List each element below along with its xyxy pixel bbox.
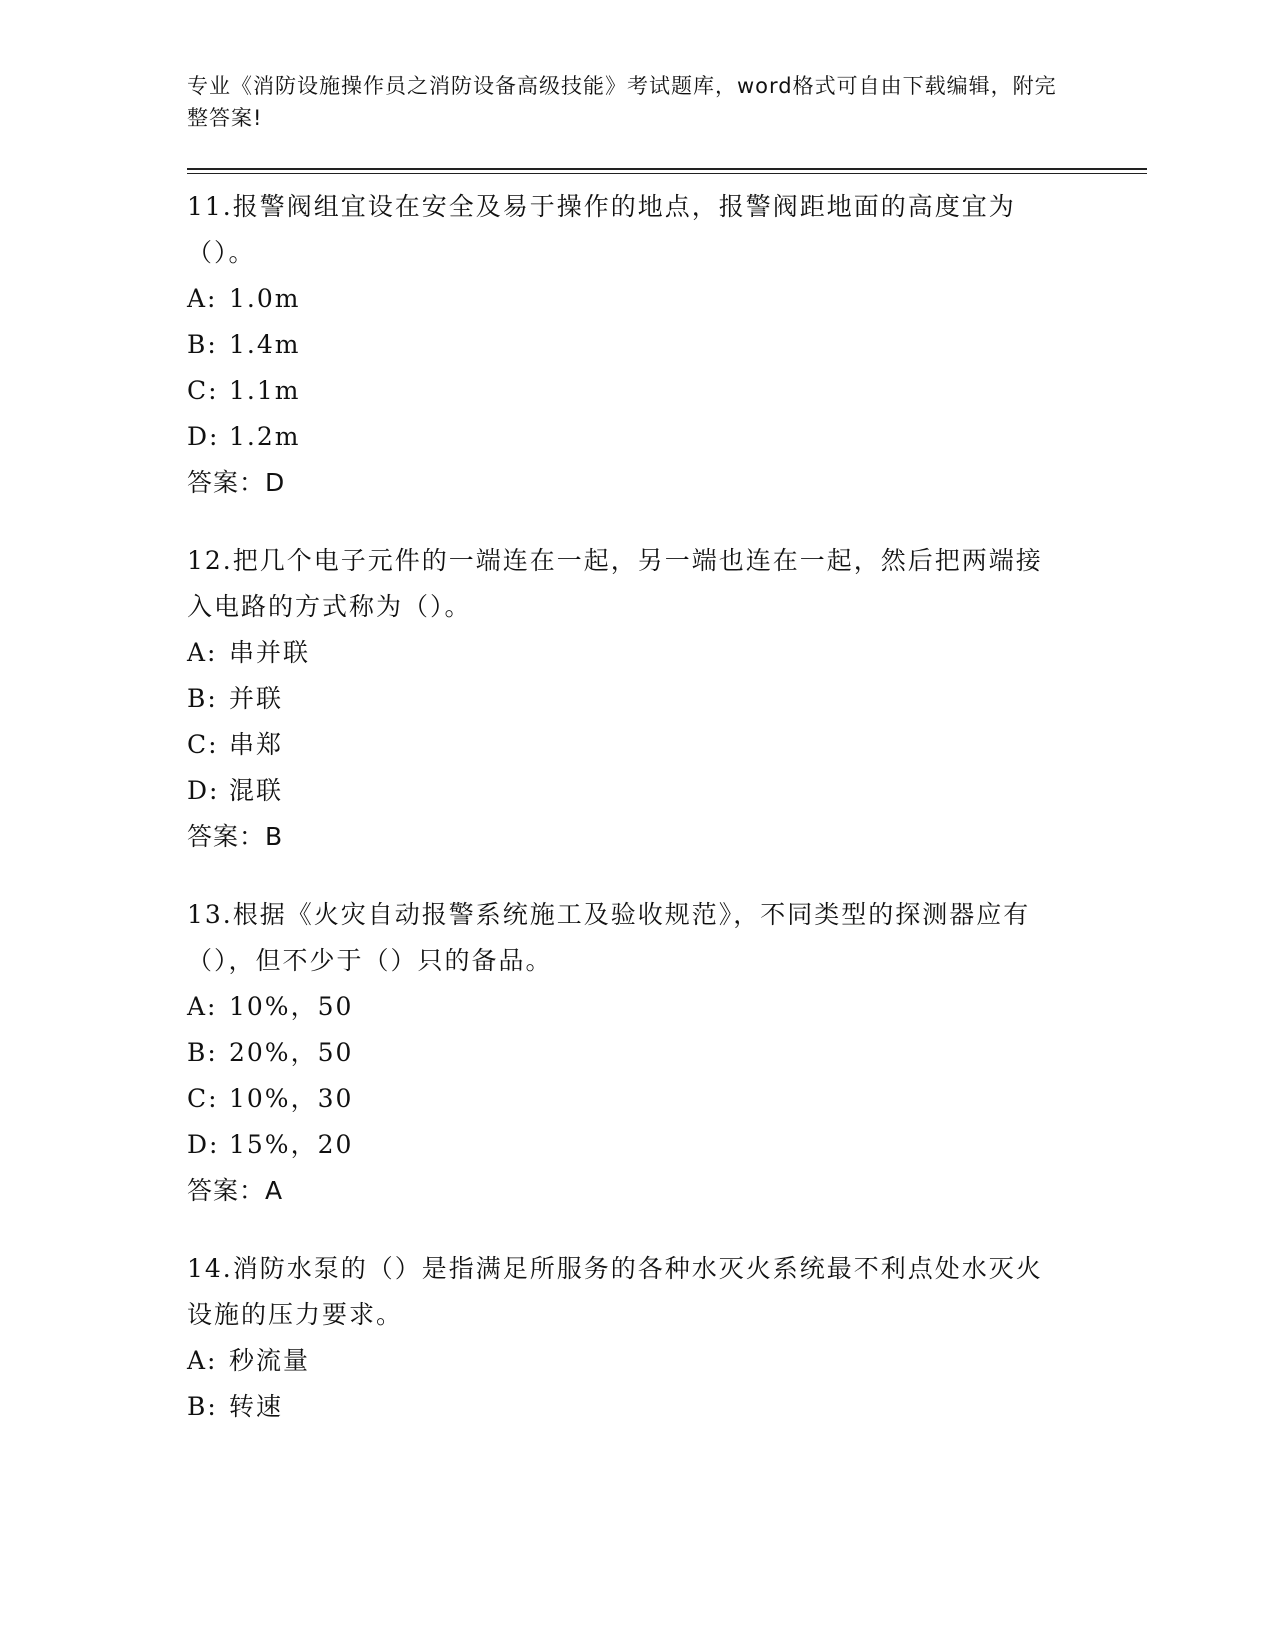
option-b bbox=[187, 322, 1147, 368]
document-intro: 专业《消防设施操作员之消防设备高级技能》考试题库，word格式可自由下载编辑，附完整答案! bbox=[187, 74, 1057, 130]
option-text: 15%，20 bbox=[229, 1130, 354, 1159]
option-text: 并联 bbox=[229, 684, 284, 713]
answer-line: 答案：B bbox=[187, 822, 284, 851]
answer-line: 答案：A bbox=[187, 1176, 284, 1205]
question-11 bbox=[187, 184, 1147, 506]
option-d bbox=[187, 768, 1147, 814]
answer-line: 答案：D bbox=[187, 468, 286, 497]
option-c bbox=[187, 368, 1147, 414]
option-text: 20%，50 bbox=[229, 1038, 354, 1067]
option-text: 10%，50 bbox=[229, 992, 354, 1021]
option-text: 串郑 bbox=[229, 730, 284, 759]
option-letter: C: bbox=[187, 730, 219, 759]
option-text: 1.2m bbox=[229, 422, 301, 451]
option-a bbox=[187, 276, 1147, 322]
option-d bbox=[187, 414, 1147, 460]
question-list bbox=[187, 184, 1147, 1430]
document-page bbox=[187, 70, 1147, 1462]
header-double-rule bbox=[187, 168, 1147, 174]
option-text: 秒流量 bbox=[229, 1346, 311, 1375]
option-b bbox=[187, 1030, 1147, 1076]
option-letter: A: bbox=[187, 1346, 218, 1375]
option-letter: A: bbox=[187, 284, 218, 313]
question-stem: 11.报警阀组宜设在安全及易于操作的地点，报警阀距地面的高度宜为（）。 bbox=[187, 192, 1016, 267]
option-text: 1.0m bbox=[229, 284, 301, 313]
option-b bbox=[187, 1384, 1147, 1430]
option-letter: D: bbox=[187, 776, 220, 805]
question-12 bbox=[187, 538, 1147, 860]
option-a bbox=[187, 1338, 1147, 1384]
question-13 bbox=[187, 892, 1147, 1214]
option-text: 转速 bbox=[229, 1392, 284, 1421]
option-c bbox=[187, 1076, 1147, 1122]
option-letter: A: bbox=[187, 992, 218, 1021]
option-c bbox=[187, 722, 1147, 768]
option-letter: C: bbox=[187, 1084, 219, 1113]
option-letter: D: bbox=[187, 1130, 220, 1159]
option-letter: A: bbox=[187, 638, 218, 667]
option-text: 10%，30 bbox=[229, 1084, 354, 1113]
option-text: 混联 bbox=[229, 776, 284, 805]
question-stem: 14.消防水泵的（）是指满足所服务的各种水灭火系统最不利点处水灭火设施的压力要求。 bbox=[187, 1254, 1043, 1329]
question-14 bbox=[187, 1246, 1147, 1430]
option-text: 1.1m bbox=[229, 376, 301, 405]
option-text: 串并联 bbox=[229, 638, 311, 667]
option-text: 1.4m bbox=[229, 330, 301, 359]
option-letter: B: bbox=[187, 330, 218, 359]
option-d bbox=[187, 1122, 1147, 1168]
option-letter: C: bbox=[187, 376, 219, 405]
option-b bbox=[187, 676, 1147, 722]
option-letter: D: bbox=[187, 422, 220, 451]
option-letter: B: bbox=[187, 1038, 218, 1067]
option-a bbox=[187, 630, 1147, 676]
option-a bbox=[187, 984, 1147, 1030]
option-letter: B: bbox=[187, 1392, 218, 1421]
question-stem: 12.把几个电子元件的一端连在一起，另一端也连在一起，然后把两端接入电路的方式称为（）。 bbox=[187, 546, 1043, 621]
option-letter: B: bbox=[187, 684, 218, 713]
question-stem: 13.根据《火灾自动报警系统施工及验收规范》，不同类型的探测器应有（），但不少于（）只的备品。 bbox=[187, 900, 1031, 975]
